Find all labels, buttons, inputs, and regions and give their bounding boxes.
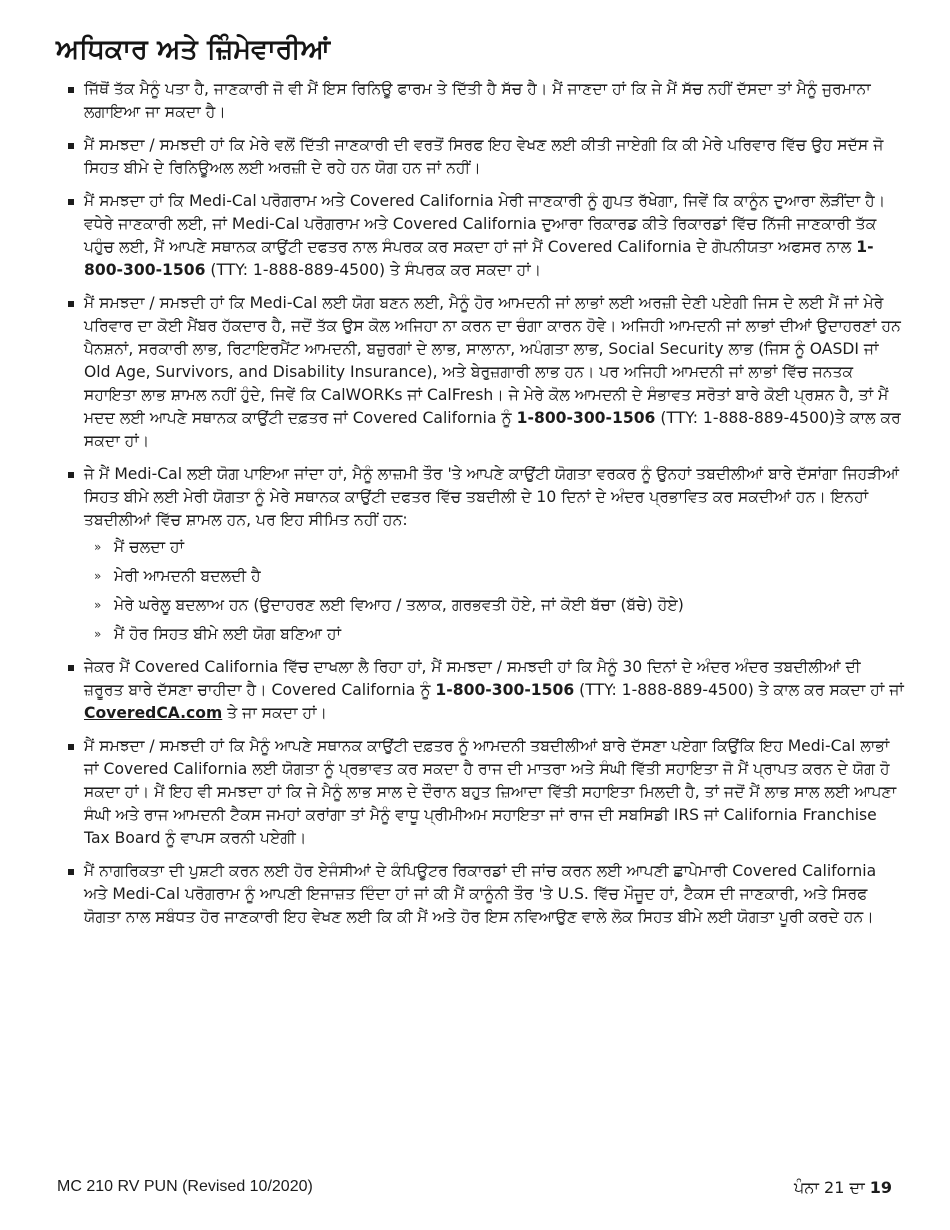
double-chevron-icon: »: [94, 540, 102, 554]
sub-item-text: ਮੇਰੇ ਘਰੇਲੂ ਬਦਲਾਅ ਹਨ (ਉਦਾਹਰਣ ਲਈ ਵਿਆਹ / ਤਲਾਕ, ਗਰਭਵਤੀ ਹੋਏ, ਜਾਂ ਕੋਈ ਬੱਚਾ (ਬੱਚੇ) ਹੋਏ): [114, 596, 684, 614]
item-text: ਜੇ ਮੈਂ Medi-Cal ਲਈ ਯੋਗ ਪਾਇਆ ਜਾਂਦਾ ਹਾਂ, ਮੈਨੂੰ ਲਾਜ਼ਮੀ ਤੌਰ 'ਤੇ ਆਪਣੇ ਕਾਉਂਟੀ ਯੋਗਤਾ ਵਰਕਰ ਨੂੰ ਉਨਹਾਂ ਤਬਦੀਲੀਆਂ ਬਾਰੇ ਦੱਸਾਂਗਾ ਜਿਹੜੀਆਂ ਸਿਹਤ ਬੀਮੇ ਲਈ ਮੇਰੀ ਯੋਗਤਾ ਨੂੰ ਮੇਰੇ ਸਥਾਨਕ ਕਾਉਂਟੀ ਦਫਤਰ ਵਿੱਚ ਤਬਦੀਲੀ ਦੇ 10 ਦਿਨਾਂ ਦੇ ਅੰਦਰ ਪ੍ਰਭਾਵਿਤ ਕਰ ਸਕਦੀਆਂ ਹਨ। ਇਨਹਾਂ ਤਬਦੀਲੀਆਂ ਵਿੱਚ ਸ਼ਾਮਲ ਹਨ, ਪਰ ਇਹ ਸੀਮਿਤ ਨਹੀਂ ਹਨ:: [84, 465, 900, 529]
phone-number: 1-800-300-1506: [516, 409, 656, 427]
list-item: [68, 656, 904, 725]
item-text: ਮੈਂ ਸਮਝਦਾ ਹਾਂ ਕਿ Medi-Cal ਪਰੋਗਰਾਮ ਅਤੇ Covered California ਮੇਰੀ ਜਾਣਕਾਰੀ ਨੂੰ ਗੁਪਤ ਰੱਖੇਗਾ, ਜਿਵੇਂ ਕਿ ਕਾਨੂੰਨ ਦੁਆਰਾ ਲੋੜੀਂਦਾ ਹੈ। ਵਧੇਰੇ ਜਾਣਕਾਰੀ ਲਈ, ਜਾਂ Medi-Cal ਪਰੋਗਰਾਮ ਅਤੇ Covered California ਦੁਆਰਾ ਰਿਕਾਰਡ ਕੀਤੇ ਰਿਕਾਰਡਾਂ ਵਿੱਚ ਨਿੱਜੀ ਜਾਣਕਾਰੀ ਤੱਕ ਪਹੁੰਚ ਲਈ, ਮੈਂ ਆਪਣੇ ਸਥਾਨਕ ਕਾਉਂਟੀ ਦਫਤਰ ਨਾਲ ਸੰਪਰਕ ਕਰ ਸਕਦਾ ਹਾਂ ਜਾਂ ਮੈਂ Covered California ਦੇ ਗੋਪਨੀਯਤਾ ਅਫਸਰ ਨਾਲ: [84, 192, 886, 256]
list-item: [68, 735, 904, 850]
sub-item-text: ਮੈਂ ਹੋਰ ਸਿਹਤ ਬੀਮੇ ਲਈ ਯੋਗ ਬਣਿਆ ਹਾਂ: [114, 625, 342, 643]
item-text: ਮੈਂ ਨਾਗਰਿਕਤਾ ਦੀ ਪੁਸ਼ਟੀ ਕਰਨ ਲਈ ਹੋਰ ਏਜੰਸੀਆਂ ਦੇ ਕੰਪਿਊਟਰ ਰਿਕਾਰਡਾਂ ਦੀ ਜਾਂਚ ਕਰਨ ਲਈ ਆਪਣੀ ਛਾਪੇਮਾਰੀ Covered California ਅਤੇ Medi-Cal ਪਰੋਗਰਾਮ ਨੂੰ ਆਪਣੀ ਇਜਾਜ਼ਤ ਦਿੰਦਾ ਹਾਂ ਜਾਂ ਕੀ ਮੈਂ ਕਾਨੂੰਨੀ ਤੌਰ 'ਤੇ U.S. ਵਿੱਚ ਮੌਜੂਦ ਹਾਂ, ਟੈਕਸ ਦੀ ਜਾਣਕਾਰੀ, ਅਤੇ ਸਿਰਫ ਯੋਗਤਾ ਨਾਲ ਸਬੰਧਤ ਹੋਰ ਜਾਣਕਾਰੀ ਇਹ ਵੇਖਣ ਲਈ ਕਿ ਕੀ ਮੈਂ ਅਤੇ ਹੋਰ ਇਸ ਨਵਿਆਉਣ ਵਾਲੇ ਲੋਕ ਸਿਹਤ ਬੀਮੇ ਲਈ ਯੋਗਤਾ ਪੂਰੀ ਕਰਦੇ ਹਨ।: [84, 862, 877, 926]
page-label: ਪੰਨਾ 21 ਦਾ: [794, 1178, 870, 1197]
bullet-marker: [68, 869, 74, 875]
phone-number: 1-800-300-1506: [84, 238, 874, 279]
bullet-marker: [68, 143, 74, 149]
list-item: [68, 463, 904, 646]
double-chevron-icon: »: [94, 627, 102, 641]
sub-item-text: ਮੇਰੀ ਆਮਦਨੀ ਬਦਲਦੀ ਹੈ: [114, 567, 261, 585]
list-item: [68, 78, 904, 124]
sub-list-item: [84, 594, 904, 617]
double-chevron-icon: »: [94, 598, 102, 612]
bullet-marker: [68, 472, 74, 478]
sub-list-item: [84, 536, 904, 559]
list-item: [68, 190, 904, 282]
bullet-marker: [68, 665, 74, 671]
coveredca-link[interactable]: CoveredCA.com: [84, 704, 223, 722]
double-chevron-icon: »: [94, 569, 102, 583]
page-number: [794, 1178, 892, 1198]
list-item: [68, 292, 904, 453]
sub-list-item: [84, 565, 904, 588]
item-text: ਜਿੱਥੋਂ ਤੱਕ ਮੈਨੂੰ ਪਤਾ ਹੈ, ਜਾਣਕਾਰੀ ਜੋ ਵੀ ਮੈਂ ਇਸ ਰਿਨਿਊ ਫਾਰਮ ਤੇ ਦਿੱਤੀ ਹੈ ਸੱਚ ਹੈ। ਮੈਂ ਜਾਣਦਾ ਹਾਂ ਕਿ ਜੇ ਮੈਂ ਸੱਚ ਨਹੀਂ ਦੱਸਦਾ ਤਾਂ ਮੈਨੂੰ ਜੁਰਮਾਨਾ ਲਗਾਇਆ ਜਾ ਸਕਦਾ ਹੈ।: [84, 80, 871, 121]
item-text: ਮੈਂ ਸਮਝਦਾ / ਸਮਝਦੀ ਹਾਂ ਕਿ Medi-Cal ਲਈ ਯੋਗ ਬਣਨ ਲਈ, ਮੈਨੂੰ ਹੋਰ ਆਮਦਨੀ ਜਾਂ ਲਾਭਾਂ ਲਈ ਅਰਜ਼ੀ ਦੇਣੀ ਪਏਗੀ ਜਿਸ ਦੇ ਲਈ ਮੈਂ ਜਾਂ ਮੇਰੇ ਪਰਿਵਾਰ ਦਾ ਕੋਈ ਮੈਂਬਰ ਹੱਕਦਾਰ ਹੈ, ਜਦੋਂ ਤੱਕ ਉਸ ਕੋਲ ਅਜਿਹਾ ਨਾ ਕਰਨ ਦਾ ਚੰਗਾ ਕਾਰਨ ਹੋਵੇ। ਅਜਿਹੀ ਆਮਦਨੀ ਜਾਂ ਲਾਭਾਂ ਦੀਆਂ ਉਦਾਹਰਣਾਂ ਹਨ ਪੈਨਸ਼ਨਾਂ, ਸਰਕਾਰੀ ਲਾਭ, ਰਿਟਾਇਰਮੈਂਟ ਆਮਦਨੀ, ਬਜ਼ੁਰਗਾਂ ਦੇ ਲਾਭ, ਸਾਲਾਨਾ, ਅਪੰਗਤਾ ਲਾਭ, Social Security ਲਾਭ (ਜਿਸ ਨੂੰ OASDI ਜਾਂ Old Age, Survivors, and Disability Insurance), ਅਤੇ ਬੇਰੁਜ਼ਗਾਰੀ ਲਾਭ ਹਨ। ਪਰ ਅਜਿਹੀ ਆਮਦਨੀ ਜਾਂ ਲਾਭਾਂ ਵਿੱਚ ਜਨਤਕ ਸਹਾਇਤਾ ਲਾਭ ਸ਼ਾਮਲ ਨਹੀਂ ਹੁੰਦੇ, ਜਿਵੇਂ ਕਿ CalWORKs ਜਾਂ CalFresh। ਜੇ ਮੇਰੇ ਕੋਲ ਆਮਦਨੀ ਦੇ ਸੰਭਾਵਤ ਸਰੋਤਾਂ ਬਾਰੇ ਕੋਈ ਪ੍ਰਸ਼ਨ ਹੈ, ਤਾਂ ਮੈਂ ਮਦਦ ਲਈ ਆਪਣੇ ਸਥਾਨਕ ਕਾਉਂਟੀ ਦਫ਼ਤਰ ਜਾਂ Covered California ਨੂੰ: [84, 294, 901, 427]
list-item: [68, 860, 904, 929]
item-text: (TTY: 1-888-889-4500) ਤੇ ਕਾਲ ਕਰ ਸਕਦਾ ਹਾਂ ਜਾਂ: [574, 681, 904, 699]
item-text: ਜੇਕਰ ਮੈਂ Covered California ਵਿੱਚ ਦਾਖਲਾ ਲੈ ਰਿਹਾ ਹਾਂ, ਮੈਂ ਸਮਝਦਾ / ਸਮਝਦੀ ਹਾਂ ਕਿ ਮੈਨੂੰ 30 ਦਿਨਾਂ ਦੇ ਅੰਦਰ ਅੰਦਰ ਤਬਦੀਲੀਆਂ ਦੀ ਜ਼ਰੂਰਤ ਬਾਰੇ ਦੱਸਣਾ ਚਾਹੀਦਾ ਹੈ। Covered California ਨੂੰ: [84, 658, 861, 699]
bullet-marker: [68, 87, 74, 93]
bullet-marker: [68, 199, 74, 205]
sub-item-text: ਮੈਂ ਚਲਦਾ ਹਾਂ: [114, 538, 184, 556]
page-title: ਅਧਿਕਾਰ ਅਤੇ ਜ਼ਿੰਮੇਵਾਰੀਆਂ: [56, 34, 331, 65]
bullet-marker: [68, 744, 74, 750]
phone-number: 1-800-300-1506: [435, 681, 575, 699]
bullet-marker: [68, 301, 74, 307]
item-text: ਤੇ ਜਾ ਸਕਦਾ ਹਾਂ।: [222, 704, 328, 722]
item-text: (TTY: 1-888-889-4500) ਤੇ ਸੰਪਰਕ ਕਰ ਸਕਦਾ ਹਾਂ।: [205, 261, 542, 279]
page-total: 19: [869, 1178, 892, 1197]
list-item: [68, 134, 904, 180]
item-text: ਮੈਂ ਸਮਝਦਾ / ਸਮਝਦੀ ਹਾਂ ਕਿ ਮੈਨੂੰ ਆਪਣੇ ਸਥਾਨਕ ਕਾਉਂਟੀ ਦਫ਼ਤਰ ਨੂੰ ਆਮਦਨੀ ਤਬਦੀਲੀਆਂ ਬਾਰੇ ਦੱਸਣਾ ਪਏਗਾ ਕਿਉਂਕਿ ਇਹ Medi-Cal ਲਾਭਾਂ ਜਾਂ Covered California ਲਈ ਯੋਗਤਾ ਨੂੰ ਪ੍ਰਭਾਵਤ ਕਰ ਸਕਦਾ ਹੈ ਰਾਜ ਦੀ ਮਾਤਰਾ ਅਤੇ ਸੰਘੀ ਵਿੱਤੀ ਸਹਾਇਤਾ ਜੋ ਮੈਂ ਪ੍ਰਾਪਤ ਕਰਨ ਦੇ ਯੋਗ ਹੋ ਸਕਦਾ ਹਾਂ। ਮੈਂ ਇਹ ਵੀ ਸਮਝਦਾ ਹਾਂ ਕਿ ਜੇ ਮੈਨੂੰ ਲਾਭ ਸਾਲ ਦੇ ਦੌਰਾਨ ਬਹੁਤ ਜ਼ਿਆਦਾ ਵਿੱਤੀ ਸਹਾਇਤਾ ਮਿਲਦੀ ਹੈ, ਤਾਂ ਜਦੋਂ ਮੈਂ ਲਾਭ ਸਾਲ ਲਈ ਆਪਣਾ ਸੰਘੀ ਅਤੇ ਰਾਜ ਆਮਦਨੀ ਟੈਕਸ ਜਮਹਾਂ ਕਰਾਂਗਾ ਤਾਂ ਮੈਨੂੰ ਵਾਧੂ ਪ੍ਰੀਮੀਅਮ ਸਹਾਇਤਾ ਜਾਂ ਰਾਜ ਦੀ ਸਬਸਿਡੀ IRS ਜਾਂ California Franchise Tax Board ਨੂੰ ਵਾਪਸ ਕਰਨੀ ਪਏਗੀ।: [84, 737, 897, 847]
rights-list: [68, 78, 904, 939]
changes-sublist: [84, 536, 904, 646]
item-text: ਮੈਂ ਸਮਝਦਾ / ਸਮਝਦੀ ਹਾਂ ਕਿ ਮੇਰੇ ਵਲੋਂ ਦਿੱਤੀ ਜਾਣਕਾਰੀ ਦੀ ਵਰਤੋਂ ਸਿਰਫ ਇਹ ਵੇਖਣ ਲਈ ਕੀਤੀ ਜਾਏਗੀ ਕਿ ਕੀ ਮੇਰੇ ਪਰਿਵਾਰ ਵਿੱਚ ਉਹ ਸਦੱਸ ਜੋ ਸਿਹਤ ਬੀਮੇ ਦੇ ਰਿਨਿਊਅਲ ਲਈ ਅਰਜ਼ੀ ਦੇ ਰਹੇ ਹਨ ਯੋਗ ਹਨ ਜਾਂ ਨਹੀਂ।: [84, 136, 884, 177]
form-id: MC 210 RV PUN (Revised 10/2020): [57, 1178, 313, 1195]
sub-list-item: [84, 623, 904, 646]
item-text: (TTY: 1-888-889-4500)ਤੇ ਕਾਲ ਕਰ ਸਕਦਾ ਹਾਂ।: [84, 409, 901, 450]
